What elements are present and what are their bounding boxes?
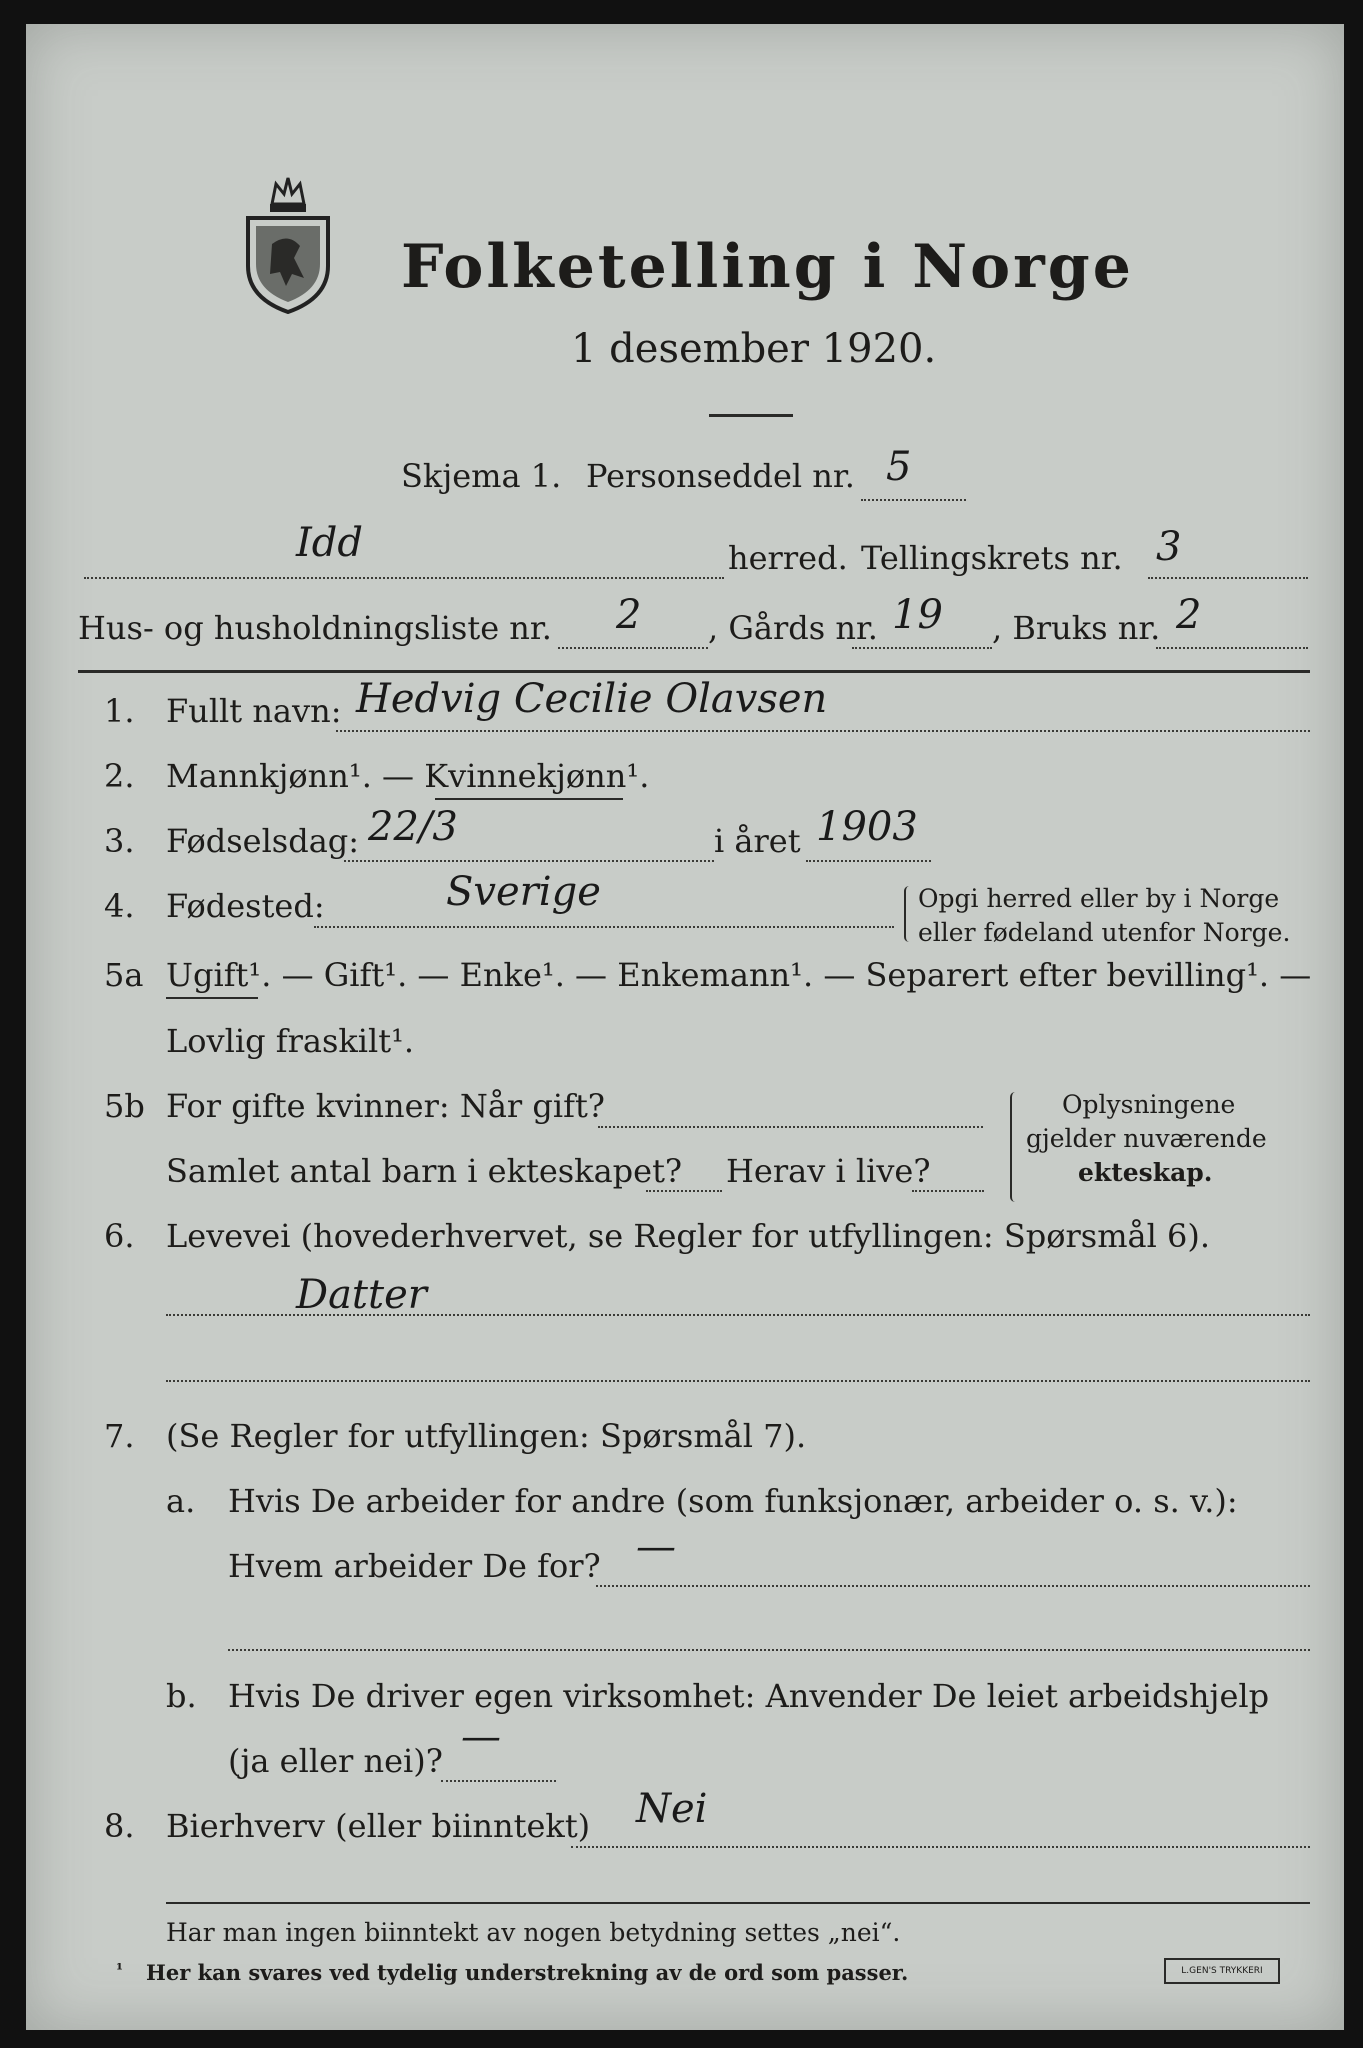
birthplace-note-line2: eller fødeland utenfor Norge. (918, 918, 1291, 947)
personseddel-value: 5 (886, 444, 912, 490)
marriage-note-brace (1010, 1092, 1020, 1202)
footnote-mark: ¹ (116, 1960, 124, 1979)
married-when-label: For gifte kvinner: Når gift? (166, 1087, 605, 1125)
marital-status-options-line2[interactable]: Lovlig fraskilt¹. (166, 1022, 415, 1060)
nei-instruction: Har man ingen biinntekt av nogen betydning settes „nei“. (166, 1918, 901, 1947)
q7a-question: Hvis De arbeider for andre (som funksjonær, arbeider o. s. v.): (228, 1482, 1238, 1520)
occupation-label: Levevei (hovederhvervet, se Regler for utfyllingen: Spørsmål 6). (166, 1217, 1211, 1255)
gards-field[interactable] (852, 647, 992, 649)
q5b-number: 5b (104, 1087, 145, 1125)
q3-label: Fødselsdag: (166, 822, 360, 860)
hired-help-value: — (461, 1714, 501, 1760)
birthday-field[interactable] (344, 860, 714, 862)
year-field[interactable] (806, 860, 931, 862)
gards-value: 19 (892, 592, 943, 638)
occupation-value: Datter (296, 1272, 427, 1318)
q4-label: Fødested: (166, 887, 325, 925)
employer-value: — (636, 1524, 676, 1570)
birthplace-field[interactable] (314, 926, 894, 928)
q4-number: 4. (104, 887, 135, 925)
children-alive-field[interactable] (912, 1190, 984, 1192)
bottom-rule (166, 1902, 1310, 1904)
children-total-field[interactable] (646, 1190, 722, 1192)
q7b-question: Hvis De driver egen virksomhet: Anvender De leiet arbeidshjelp (228, 1677, 1270, 1715)
q3-number: 3. (104, 822, 135, 860)
gender-options[interactable]: Mannkjønn¹. — Kvinnekjønn¹. (166, 757, 650, 795)
q2-number: 2. (104, 757, 135, 795)
birthplace-note-brace (904, 886, 914, 942)
tellingskrets-label: Tellingskrets nr. (861, 539, 1123, 577)
printer-stamp: L.GEN'S TRYKKERI (1164, 1958, 1280, 1984)
full-name-value: Hedvig Cecilie Olavsen (356, 676, 828, 722)
hus-label: Hus- og husholdningsliste nr. (78, 609, 552, 647)
form-subtitle: 1 desember 1920. (571, 326, 937, 372)
herred-field[interactable] (84, 577, 724, 579)
tellingskrets-value: 3 (1156, 524, 1182, 570)
side-income-value: Nei (636, 1786, 708, 1832)
marriage-note-line2: gjelder nuværende (1026, 1124, 1267, 1153)
q6-number: 6. (104, 1217, 135, 1255)
q7a-letter: a. (166, 1482, 196, 1520)
herred-label: herred. (728, 539, 848, 577)
hired-help-label: (ja eller nei)? (228, 1742, 443, 1780)
occupation-field-line2[interactable] (166, 1380, 1310, 1382)
title-divider (709, 414, 793, 417)
children-total-label: Samlet antal barn i ekteskapet? (166, 1152, 683, 1190)
bruks-value: 2 (1176, 592, 1202, 638)
year-label: i året (714, 822, 801, 860)
skjema-label: Skjema 1. (401, 457, 562, 495)
marriage-note-line1: Oplysningene (1062, 1090, 1236, 1119)
tellingskrets-field[interactable] (1148, 577, 1308, 579)
personseddel-label: Personseddel nr. (586, 457, 855, 495)
employer-label: Hvem arbeider De for? (228, 1547, 601, 1585)
birthplace-note-line1: Opgi herred eller by i Norge (918, 884, 1280, 913)
full-name-field[interactable] (336, 730, 1310, 732)
birthday-value: 22/3 (368, 804, 458, 850)
herred-value: Idd (296, 520, 364, 566)
gards-label: , Gårds nr. (708, 609, 878, 647)
bruks-field[interactable] (1156, 647, 1308, 649)
q7b-letter: b. (166, 1677, 197, 1715)
occupation-field-line1[interactable] (166, 1314, 1310, 1316)
employer-field-line2[interactable] (228, 1649, 1310, 1651)
q7-label: (Se Regler for utfyllingen: Spørsmål 7). (166, 1417, 807, 1455)
personseddel-field[interactable] (861, 499, 966, 501)
census-form-sheet (26, 24, 1344, 2030)
married-when-field[interactable] (598, 1126, 983, 1128)
marital-status-options[interactable]: Ugift¹. — Gift¹. — Enke¹. — Enkemann¹. — Separert efter bevilling¹. — (166, 956, 1312, 994)
q1-number: 1. (104, 692, 135, 730)
hired-help-field[interactable] (441, 1780, 556, 1782)
header-rule (78, 670, 1310, 673)
children-alive-label: Herav i live? (726, 1152, 931, 1190)
kvinnekjonn-underline (435, 798, 623, 800)
employer-field[interactable] (596, 1585, 1310, 1587)
coat-of-arms-icon (242, 174, 334, 314)
marriage-note-line3: ekteskap. (1078, 1158, 1213, 1187)
q1-label: Fullt navn: (166, 692, 342, 730)
year-value: 1903 (816, 804, 918, 850)
birthplace-value: Sverige (446, 869, 601, 915)
bruks-label: , Bruks nr. (992, 609, 1161, 647)
q7-number: 7. (104, 1417, 135, 1455)
form-title: Folketelling i Norge (401, 232, 1134, 302)
side-income-label: Bierhverv (eller biinntekt) (166, 1807, 591, 1845)
hus-field[interactable] (558, 647, 708, 649)
q5a-number: 5a (104, 956, 144, 994)
footnote-text: Her kan svares ved tydelig understrekning av de ord som passer. (146, 1960, 909, 1985)
side-income-field[interactable] (571, 1846, 1310, 1848)
hus-value: 2 (616, 592, 642, 638)
ugift-underline (166, 997, 258, 999)
q8-number: 8. (104, 1807, 135, 1845)
